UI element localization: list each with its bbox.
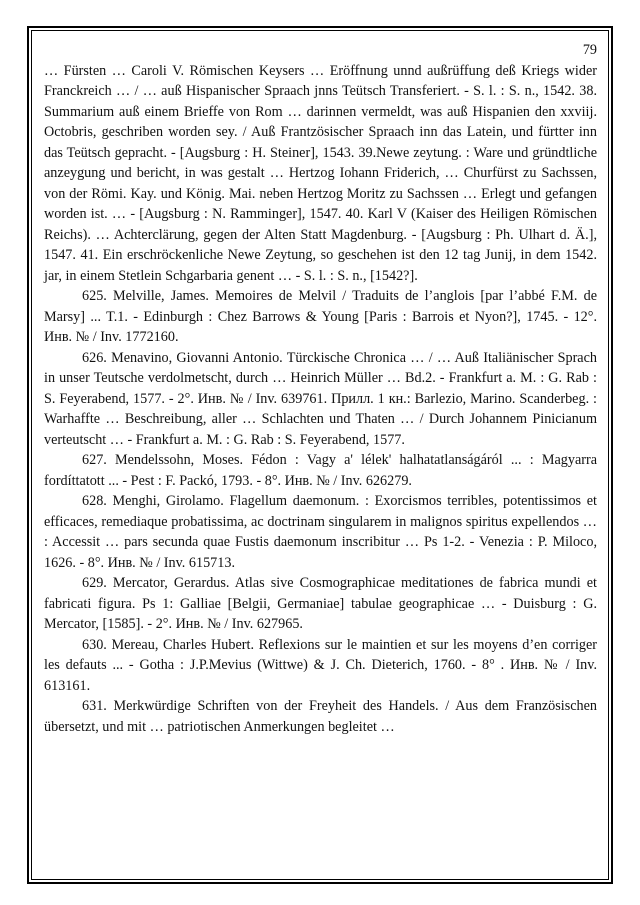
entry-continuation: … Fürsten … Caroli V. Römischen Keysers … Eröffnung unnd außrüffung deß Kriegs wider Franckreich … / … auß Hispanischer Spraach jnns Teütsch Transferiert. - S. l. : S. n., 1542. 38. Summarium auß einem Brieffe von Rom … darinnen vermeldt, was auß Hispanien den xxviij. Octobris, geschriben worden sey. / Auß Frantzösischer Spraach inn das Latein, und fürtter inn das Teütsch gepracht. - [Augsburg : H. Steiner], 1543. 39.Newe zeytung. : Ware und gründtliche anzeygung und bericht, in was gestalt … Hertzog Iohann Friderich, … Churfürst zu Sachssen, von der Römi. Kay. und König. Mai. neben Hertzog Moritz zu Sachssen … Erlegt und gefangen worden ist. … - [Augsburg : N. Ramminger], 1547. 40. Karl V (Kaiser des Heiligen Römischen Reichs). … Achterclärung, gegen der Alten Statt Magdenburg. - [Augsburg : Ph. Ulhart d. Ä.], 1547. 41. Ein erschröckenliche Newe Zeytung, so geschehen ist den 12 tag Junij, in dem 1542. jar, in einem Stetlein Schgarbaria genent … - S. l. : S. n., [1542?]. bbox=[44, 62, 597, 284]
catalog-entry-628: 628. Menghi, Girolamo. Flagellum daemonum. : Exorcismos terribles, potentissimos et efficaces, remediaque probatissima, ac doctrinam singularem in malignos spiritus expellendos … : Accessit … pars secunda quae Fustis daemonum inscribitur … Ps 1-2. - Venezia : P. Miloco, 1626. - 8°. Инв. № / Inv. 615713. bbox=[44, 493, 597, 571]
catalog-entry-627: 627. Mendelssohn, Moses. Fédon : Vagy a' lélek' halhatatlanságáról ... : Magyarra fordíttatott ... - Pest : F. Packó, 1793. - 8°. Инв. № / Inv. 626279. bbox=[44, 452, 597, 489]
catalog-entry-626: 626. Menavino, Giovanni Antonio. Türckische Chronica … / … Auß Italiänischer Sprach in unser Teutsche verdolmetscht, durch … Heinrich Müller … Bd.2. - Frankfurt a. M. : G. Rab : S. Feyerabend, 1577. - 2°. Инв. № / Inv. 639761. Прилл. 1 кн.: Barlezio, Marino. Scanderbeg. : Warhaffte … Beschreibung, aller … Schlachten und Thaten … / Durch Johannem Pinicianum verteutscht … - Frankfurt a. M. : G. Rab : S. Feyerabend, 1577. bbox=[44, 349, 597, 448]
catalog-entry-625: 625. Melville, James. Memoires de Melvil / Traduits de l’anglois [par l’abbé F.M. de Marsy] ... T.1. - Edinburgh : Chez Barrows & Young [Paris : Barrois et Nyon?], 1745. - 12°. Инв. № / Inv. 1772160. bbox=[44, 288, 597, 345]
page-number: 79 bbox=[582, 42, 597, 58]
catalog-entry-631: 631. Merkwürdige Schriften von der Freyheit des Handels. / Aus dem Französischen übersetzt, und mit … patriotischen Anmerkungen begleitet … bbox=[44, 698, 597, 735]
catalog-entry-629: 629. Mercator, Gerardus. Atlas sive Cosmographicae meditationes de fabrica mundi et fabricati figura. Ps 1: Galliae [Belgii, Germaniae] tabulae geographicae … - Duisburg : G. Mercator, [1585]. - 2°. Инв. № / Inv. 627965. bbox=[44, 575, 597, 632]
catalog-entry-630: 630. Mereau, Charles Hubert. Reflexions sur le maintien et sur les moyens d’en corriger les defauts ... - Gotha : J.P.Mevius (Wittwe) & J. Ch. Dieterich, 1760. - 8° . Инв. № / Inv. 613161. bbox=[44, 636, 597, 694]
catalog-page bbox=[44, 40, 597, 737]
